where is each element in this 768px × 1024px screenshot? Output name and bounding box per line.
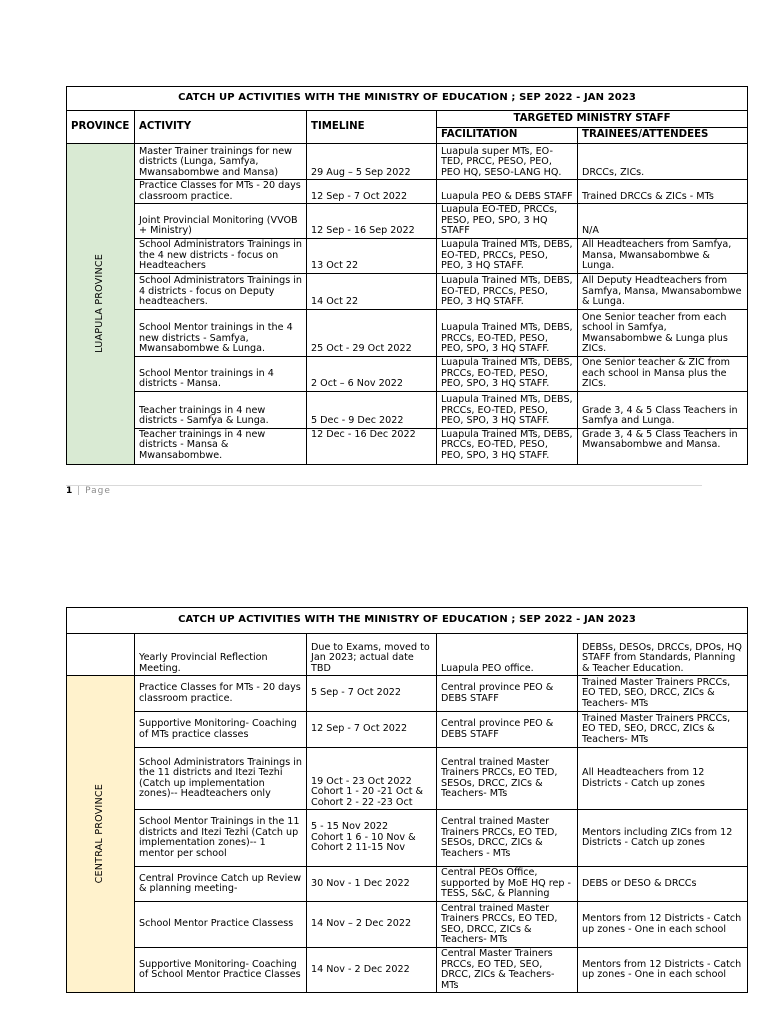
luapula-activities-table [66,86,748,465]
trainees-cell: One Senior teacher & ZIC from each school in Mansa plus the ZICs. [578,356,748,391]
trainees-column-header: TRAINEES/ATTENDEES [578,128,748,144]
timeline-cell: 12 Sep - 7 Oct 2022 [307,180,437,204]
table-row [67,180,748,204]
trainees-cell: Grade 3, 4 & 5 Class Teachers in Mwansabombwe and Mansa. [578,428,748,464]
central-activities-table [66,607,748,993]
timeline-cell: 2 Oct – 6 Nov 2022 [307,356,437,391]
timeline-cell: 14 Oct 22 [307,273,437,309]
trainees-cell: Mentors including ZICs from 12 Districts - Catch up zones [578,810,748,867]
table-row [67,309,748,356]
activity-cell: Teacher trainings in 4 new districts - Samfya & Lunga. [135,391,307,428]
facilitation-cell: Luapula Trained MTs, DEBS, EO-TED, PRCCs, PESO, PEO, 3 HQ STAFF. [437,238,578,273]
trainees-cell: Trained DRCCs & ZICs - MTs [578,180,748,204]
facilitation-cell: Luapula EO-TED, PRCCs, PESO, PEO, SPO, 3 HQ STAFF [437,204,578,239]
trainees-cell: Trained Master Trainers PRCCs, EO TED, SEO, DRCC, ZICs & Teachers- MTs [578,676,748,712]
trainees-cell: DEBS or DESO & DRCCs [578,867,748,902]
facilitation-cell: Luapula Trained MTs, DEBS, PRCCs, EO-TED, PESO, PEO, SPO, 3 HQ STAFF. [437,356,578,391]
activity-cell: Supportive Monitoring- Coaching of MTs practice classes [135,712,307,748]
facilitation-cell: Central province PEO & DEBS STAFF [437,712,578,748]
page-number: 1 [66,486,74,496]
timeline-cell: 12 Dec - 16 Dec 2022 [307,428,437,464]
activity-cell: Supportive Monitoring- Coaching of School Mentor Practice Classes [135,948,307,993]
timeline-cell: 5 Sep - 7 Oct 2022 [307,676,437,712]
activity-cell: School Mentor trainings in the 4 new districts - Samfya, Mwansabombwe & Lunga. [135,309,307,356]
table-row [67,204,748,239]
facilitation-cell: Central Master Trainers PRCCs, EO TED, SEO, DRCC, ZICs & Teachers- MTs [437,948,578,993]
timeline-cell: 5 Dec - 9 Dec 2022 [307,391,437,428]
table-row [67,356,748,391]
facilitation-cell: Central trained Master Trainers PRCCs, EO TED, SEO, DRCC, ZICs & Teachers- MTs [437,902,578,948]
activity-cell: School Administrators Trainings in the 11 districts and Itezi Tezhi (Catch up implementation zones)-- Headteachers only [135,748,307,810]
table-row [67,810,748,867]
table-row [67,902,748,948]
table-row [67,428,748,464]
province-label: LUAPULA PROVINCE [94,254,106,354]
timeline-cell: 12 Sep - 16 Sep 2022 [307,204,437,239]
trainees-cell: DRCCs, ZICs. [578,144,748,180]
timeline-cell: 5 - 15 Nov 2022 Cohort 1 6 - 10 Nov & Cohort 2 11-15 Nov [307,810,437,867]
page-footer [66,486,111,496]
facilitation-cell: Luapula Trained MTs, DEBS, EO-TED, PRCCs, PESO, PEO, 3 HQ STAFF. [437,273,578,309]
activity-column-header: ACTIVITY [135,111,307,144]
trainees-cell: All Deputy Headteachers from Samfya, Mansa, Mwansabombwe & Lunga. [578,273,748,309]
table-row [67,867,748,902]
activity-cell: School Mentor Trainings in the 11 districts and Itezi Tezhi (Catch up implementation zones)-- 1 mentor per school [135,810,307,867]
activity-cell: School Administrators Trainings in 4 districts - focus on Deputy headteachers. [135,273,307,309]
trainees-cell: N/A [578,204,748,239]
footer-divider [66,485,702,486]
facilitation-cell: Luapula Trained MTs, DEBS, PRCCs, EO-TED, PESO, PEO, SPO, 3 HQ STAFF. [437,391,578,428]
timeline-cell: 12 Sep - 7 Oct 2022 [307,712,437,748]
table-row [67,748,748,810]
table-title: CATCH UP ACTIVITIES WITH THE MINISTRY OF EDUCATION ; SEP 2022 - JAN 2023 [67,608,748,634]
activity-cell: Joint Provincial Monitoring (VVOB + Ministry) [135,204,307,239]
province-label-cell [67,676,135,993]
province-label: CENTRAL PROVINCE [94,784,106,884]
page-label: Page [85,486,111,496]
facilitation-cell: Central province PEO & DEBS STAFF [437,676,578,712]
facilitation-cell: Luapula Trained MTs, DEBS, PRCCs, EO-TED, PESO, PEO, SPO, 3 HQ STAFF. [437,428,578,464]
facilitation-cell: Luapula Trained MTs, DEBS, PRCCs, EO-TED, PESO, PEO, SPO, 3 HQ STAFF. [437,309,578,356]
province-column-header: PROVINCE [67,111,135,144]
trainees-cell: One Senior teacher from each school in Samfya, Mwansabombwe & Lunga plus ZICs. [578,309,748,356]
activity-cell: Master Trainer trainings for new districts (Lunga, Samfya, Mwansabombwe and Mansa) [135,144,307,180]
table-row [67,948,748,993]
timeline-cell: 14 Nov - 2 Dec 2022 [307,948,437,993]
timeline-column-header: TIMELINE [307,111,437,144]
table-row [67,634,748,676]
trainees-cell: Mentors from 12 Districts - Catch up zones - One in each school [578,948,748,993]
timeline-cell: 29 Aug – 5 Sep 2022 [307,144,437,180]
facilitation-column-header: FACILITATION [437,128,578,144]
trainees-cell: Trained Master Trainers PRCCs, EO TED, SEO, DRCC, ZICs & Teachers- MTs [578,712,748,748]
trainees-cell: DEBSs, DESOs, DRCCs, DPOs, HQ STAFF from Standards, Planning & Teacher Education. [578,634,748,676]
trainees-cell: Grade 3, 4 & 5 Class Teachers in Samfya and Lunga. [578,391,748,428]
activity-cell: Practice Classes for MTs - 20 days classroom practice. [135,676,307,712]
activity-cell: Teacher trainings in 4 new districts - Mansa & Mwansabombwe. [135,428,307,464]
timeline-cell: 25 Oct - 29 Oct 2022 [307,309,437,356]
activity-cell: Yearly Provincial Reflection Meeting. [135,634,307,676]
province-label-cell [67,144,135,465]
table-row [67,273,748,309]
targeted-staff-header: TARGETED MINISTRY STAFF [437,111,748,128]
activity-cell: School Mentor Practice Classess [135,902,307,948]
province-cell-empty [67,634,135,676]
footer-separator: | [77,486,82,496]
timeline-cell: 30 Nov - 1 Dec 2022 [307,867,437,902]
facilitation-cell: Luapula PEO & DEBS STAFF [437,180,578,204]
table-row [67,238,748,273]
timeline-cell: Due to Exams, moved to Jan 2023; actual date TBD [307,634,437,676]
activity-cell: School Administrators Trainings in the 4 new districts - focus on Headteachers [135,238,307,273]
table-title: CATCH UP ACTIVITIES WITH THE MINISTRY OF EDUCATION ; SEP 2022 - JAN 2023 [67,87,748,111]
trainees-cell: All Headteachers from Samfya, Mansa, Mwansabombwe & Lunga. [578,238,748,273]
timeline-cell: 19 Oct - 23 Oct 2022 Cohort 1 - 20 -21 Oct & Cohort 2 - 22 -23 Oct [307,748,437,810]
trainees-cell: Mentors from 12 Districts - Catch up zones - One in each school [578,902,748,948]
facilitation-cell: Central trained Master Trainers PRCCs, EO TED, SESOs, DRCC, ZICs & Teachers - MTs [437,810,578,867]
facilitation-cell: Central PEOs Office, supported by MoE HQ rep - TESS, S&C, & Planning [437,867,578,902]
facilitation-cell: Central trained Master Trainers PRCCs, EO TED, SESOs, DRCC, ZICs & Teachers- MTs [437,748,578,810]
timeline-cell: 14 Nov – 2 Dec 2022 [307,902,437,948]
table-row [67,144,748,180]
timeline-cell: 13 Oct 22 [307,238,437,273]
table-row [67,391,748,428]
activity-cell: Central Province Catch up Review & planning meeting- [135,867,307,902]
facilitation-cell: Luapula super MTs, EO-TED, PRCC, PESO, PEO, PEO HQ, SESO-LANG HQ. [437,144,578,180]
activity-cell: School Mentor trainings in 4 districts - Mansa. [135,356,307,391]
trainees-cell: All Headteachers from 12 Districts - Catch up zones [578,748,748,810]
table-row [67,676,748,712]
activity-cell: Practice Classes for MTs - 20 days classroom practice. [135,180,307,204]
table-row [67,712,748,748]
facilitation-cell: Luapula PEO office. [437,634,578,676]
